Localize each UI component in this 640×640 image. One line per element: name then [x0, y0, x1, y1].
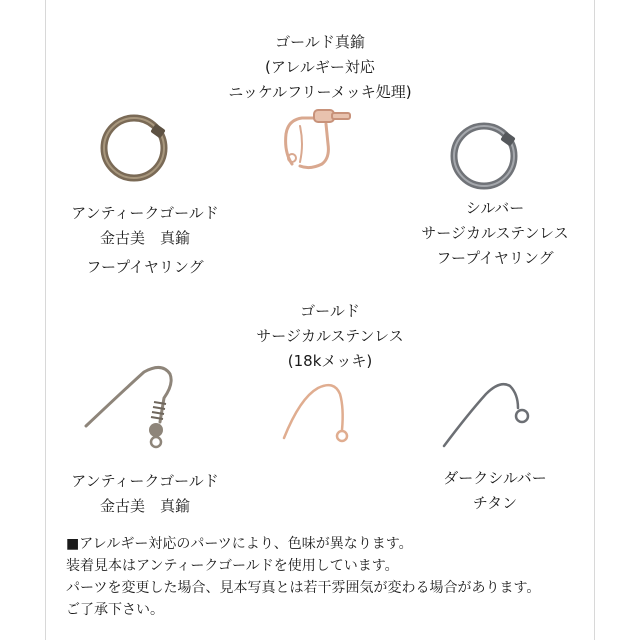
note-line: ■アレルギー対応のパーツにより、色味が異なります。	[66, 536, 413, 552]
caption-line: ゴールド真鍮	[275, 33, 365, 51]
caption-line: シルバー	[465, 199, 525, 217]
notes-block	[66, 533, 540, 621]
right-border-line	[594, 0, 595, 640]
hoop-earring-icon	[96, 110, 172, 186]
caption-line: (アレルギー対応	[265, 58, 375, 76]
hoop-earring-icon	[446, 118, 522, 194]
caption-line: ダークシルバー	[443, 469, 547, 487]
caption-line: サージカルステンレス	[256, 327, 404, 345]
caption-line: 金古美 真鍮	[99, 497, 190, 515]
caption-line: アンティークゴールド	[71, 204, 219, 222]
hook-earring-icon	[276, 378, 366, 452]
caption-line: チタン	[472, 494, 518, 512]
caption-line: フープイヤリング	[86, 258, 204, 276]
antique-gold-hook-caption	[40, 469, 250, 519]
caption-line: 金古美 真鍮	[99, 229, 190, 247]
hook-earring-icon	[80, 360, 190, 456]
gold-stainless-caption	[230, 299, 430, 374]
antique-gold-hoop-caption	[40, 201, 250, 280]
caption-line: ゴールド	[300, 302, 360, 320]
caption-line: アンティークゴールド	[71, 472, 219, 490]
silver-hoop-caption	[395, 196, 595, 271]
dark-silver-titanium-caption	[395, 466, 595, 516]
hook-earring-icon	[438, 374, 538, 454]
note-line: ご了承下さい。	[66, 602, 164, 618]
caption-line: サージカルステンレス	[421, 224, 569, 242]
clip-earring-icon	[270, 104, 360, 176]
note-line: 装着見本はアンティークゴールドを使用しています。	[66, 558, 399, 574]
caption-line: (18kメッキ)	[287, 352, 373, 370]
left-border-line	[45, 0, 46, 640]
caption-line: フープイヤリング	[436, 249, 554, 267]
gold-brass-caption	[200, 30, 440, 105]
note-line: パーツを変更した場合、見本写真とは若干雰囲気が変わる場合があります。	[66, 580, 541, 596]
caption-line: ニッケルフリーメッキ処理)	[228, 83, 412, 101]
